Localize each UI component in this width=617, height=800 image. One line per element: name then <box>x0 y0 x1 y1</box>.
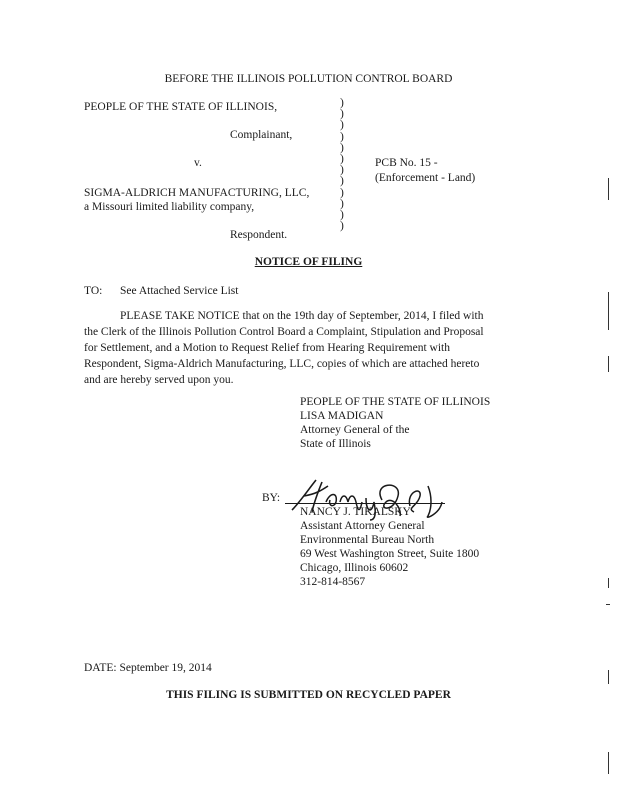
scan-artifact-mark <box>608 356 609 372</box>
party-line: PEOPLE OF THE STATE OF ILLINOIS <box>300 396 491 408</box>
notice-body <box>84 308 509 388</box>
court-title: BEFORE THE ILLINOIS POLLUTION CONTROL BOARD <box>164 73 453 85</box>
versus-label: v. <box>194 157 202 169</box>
notice-body-line: the Clerk of the Illinois Pollution Control Board a Complaint, Stipulation and Proposal <box>84 326 484 338</box>
notice-body-line: Respondent, Sigma-Aldrich Manufacturing, LLC, copies of which are attached hereto <box>84 358 480 370</box>
signer-line: Chicago, Illinois 60602 <box>300 562 409 574</box>
recycled-paper-notice: THIS FILING IS SUBMITTED ON RECYCLED PAPER <box>166 689 451 701</box>
notice-body-line: PLEASE TAKE NOTICE that on the 19th day of September, 2014, I filed with <box>120 310 484 322</box>
party-line: State of Illinois <box>300 438 371 450</box>
party-line: LISA MADIGAN <box>300 410 384 422</box>
notice-heading: NOTICE OF FILING <box>254 256 363 268</box>
signer-line: NANCY J. TIKALSKY <box>300 506 411 518</box>
signer-line: 312-814-8567 <box>300 576 366 588</box>
scan-artifact-mark <box>608 178 609 200</box>
scan-artifact-mark <box>606 604 610 605</box>
to-value: See Attached Service List <box>120 285 239 297</box>
party-line: Attorney General of the <box>300 424 410 436</box>
case-number: PCB No. 15 - <box>375 157 438 169</box>
caption-parentheses: ) ) ) ) ) ) ) ) ) ) ) ) <box>340 97 344 233</box>
defendant-description: a Missouri limited liability company, <box>84 201 255 213</box>
scan-artifact-mark <box>608 292 609 330</box>
defendant-role: Respondent. <box>230 229 288 241</box>
notice-body-line: for Settlement, and a Motion to Request Relief from Hearing Requirement with <box>84 342 450 354</box>
scan-artifact-mark <box>608 670 609 684</box>
notice-body-line: and are hereby served upon you. <box>84 374 234 386</box>
to-label: TO: <box>84 285 103 297</box>
signer-line: Assistant Attorney General <box>300 520 425 532</box>
signer-line: 69 West Washington Street, Suite 1800 <box>300 548 480 560</box>
scan-artifact-mark <box>608 752 609 774</box>
scan-artifact-mark <box>608 578 609 588</box>
date-line: DATE: September 19, 2014 <box>84 662 212 674</box>
defendant-name: SIGMA-ALDRICH MANUFACTURING, LLC, <box>84 187 310 199</box>
case-type: (Enforcement - Land) <box>375 172 476 184</box>
signer-line: Environmental Bureau North <box>300 534 435 546</box>
plaintiff-role: Complainant, <box>230 129 293 141</box>
by-label: BY: <box>262 492 281 504</box>
plaintiff-name: PEOPLE OF THE STATE OF ILLINOIS, <box>84 101 278 113</box>
